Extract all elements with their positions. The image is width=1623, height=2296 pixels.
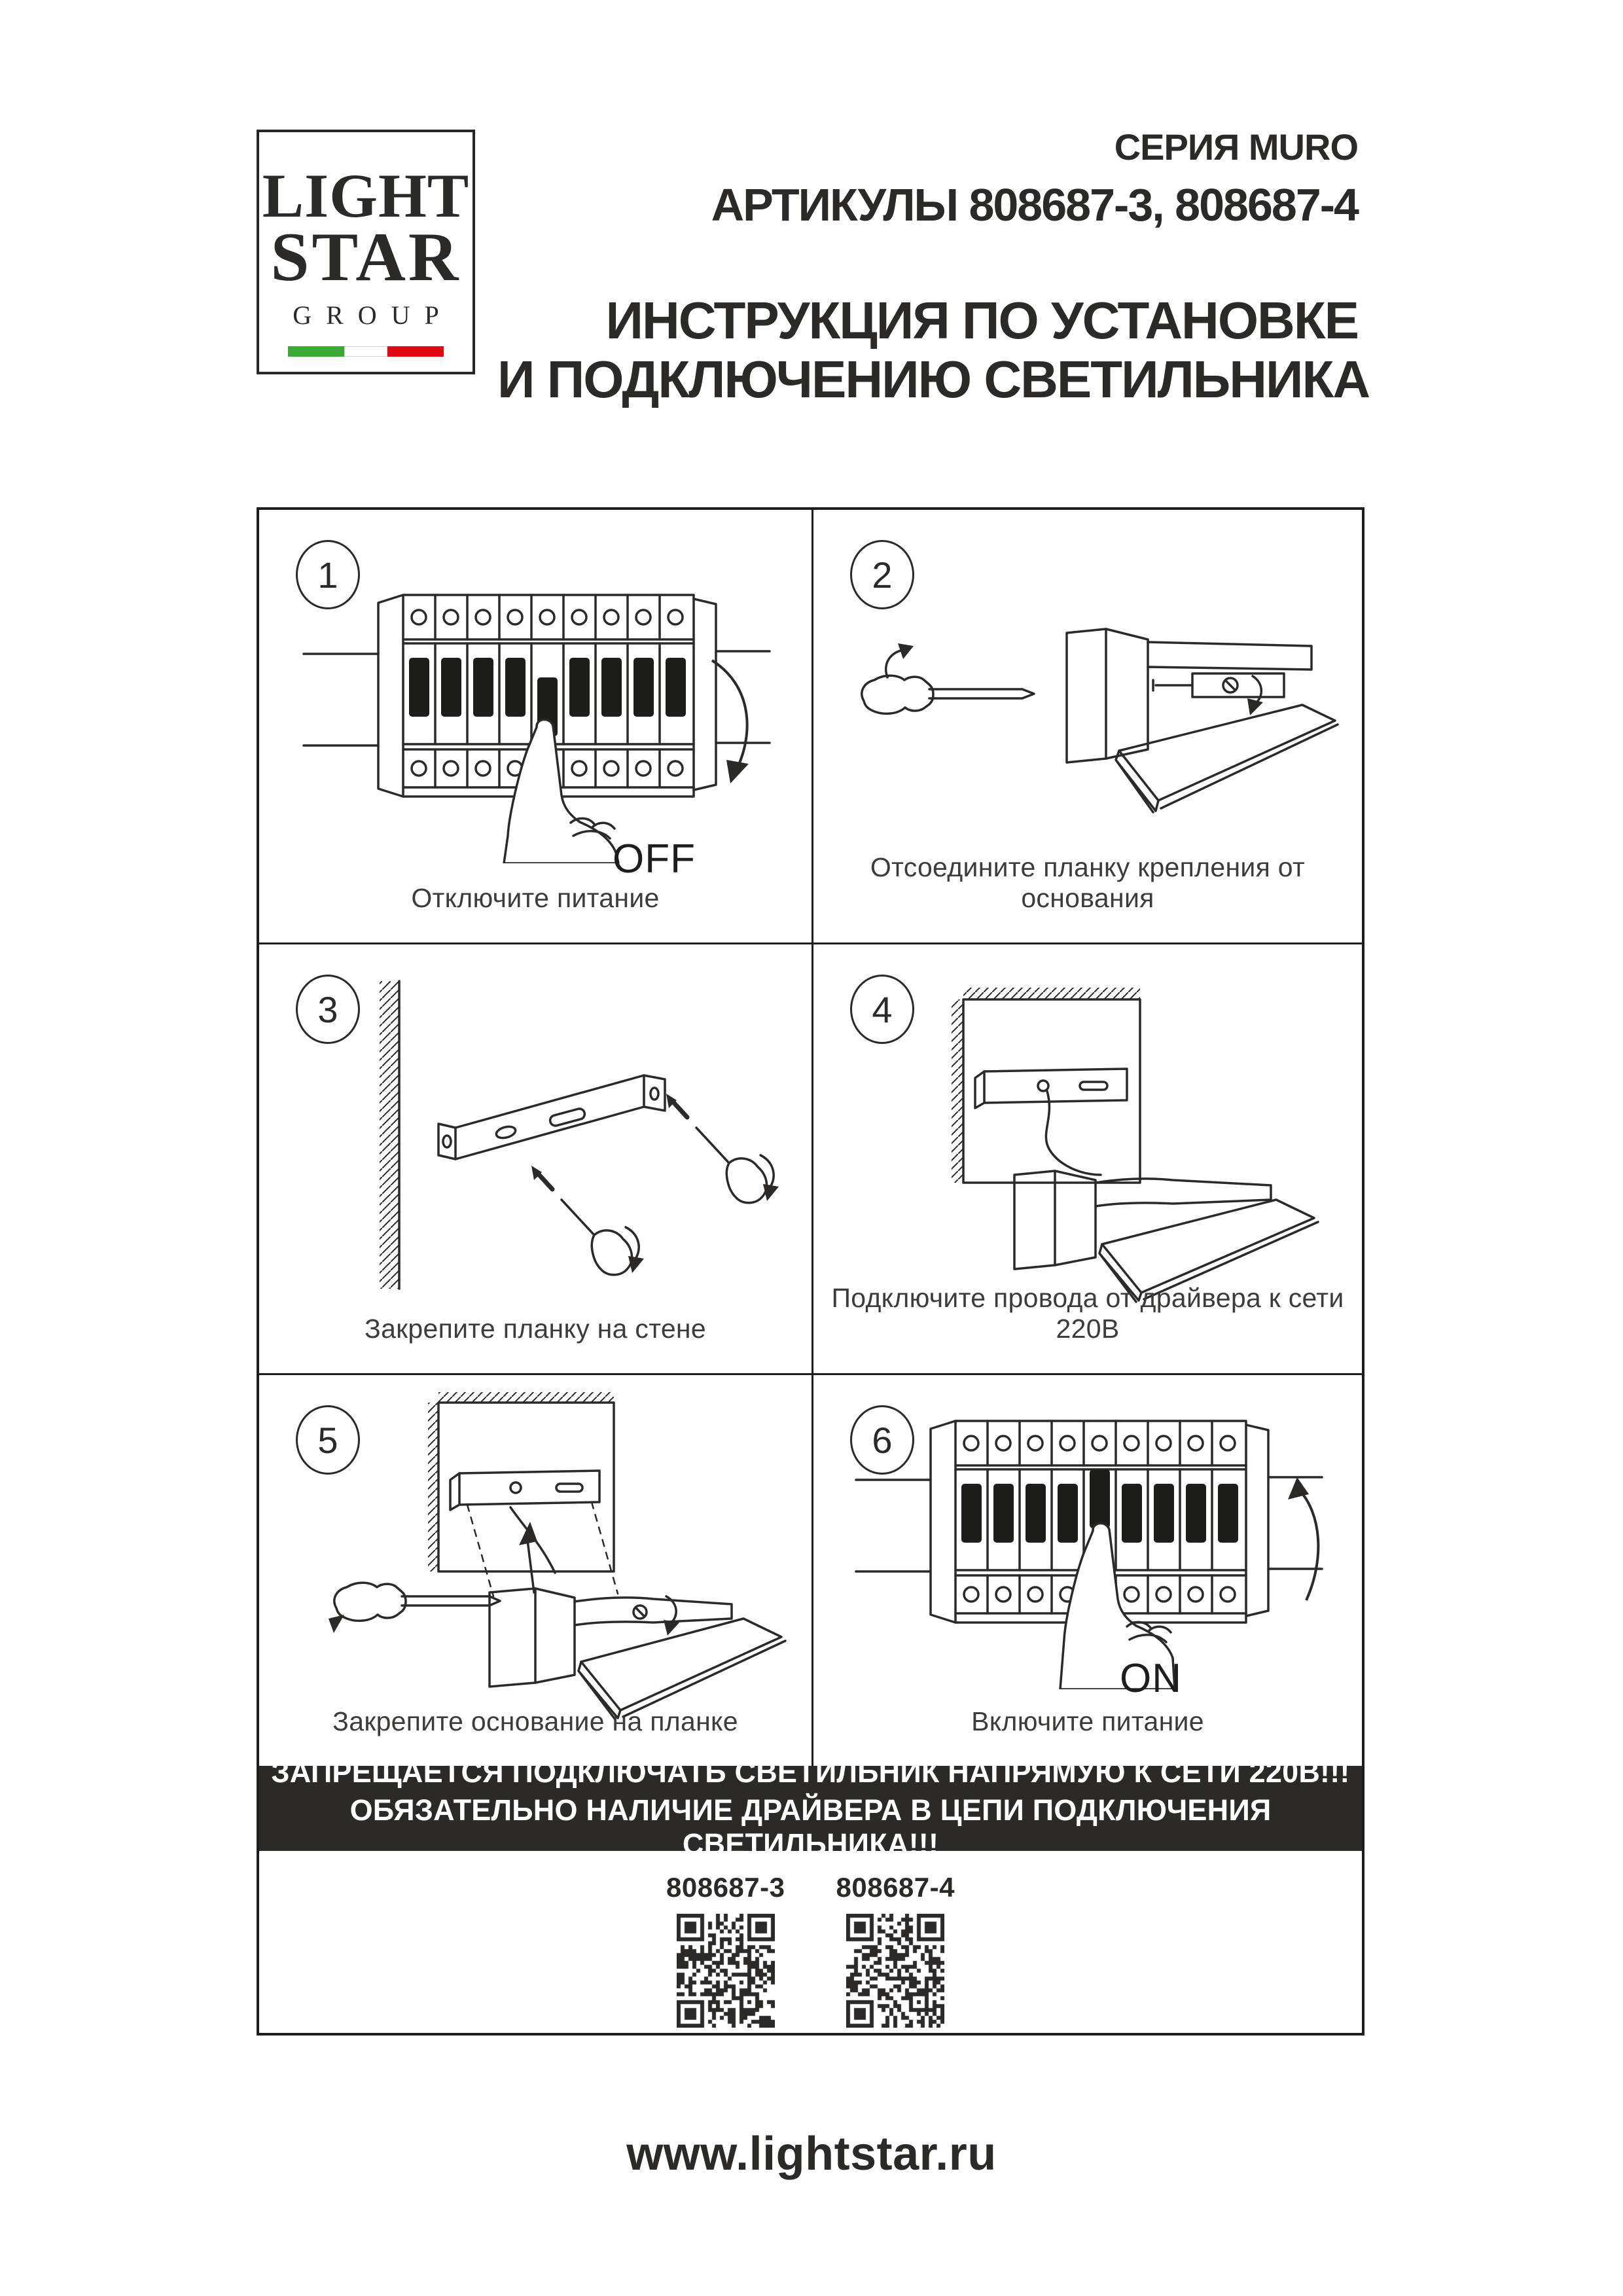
up-arrow-shaft bbox=[527, 1540, 534, 1592]
step-number-badge: 5 bbox=[296, 1405, 360, 1475]
screwdriver-icon bbox=[862, 650, 1034, 713]
article-label: 808687-4 bbox=[836, 1872, 955, 1903]
detach-bracket-illustration bbox=[826, 621, 1349, 844]
step-number-badge: 1 bbox=[296, 540, 360, 609]
step-cell-3 bbox=[259, 944, 813, 1375]
step-number-badge: 4 bbox=[850, 975, 914, 1044]
wall-hatching-left bbox=[428, 1403, 438, 1571]
series-title: СЕРИЯ MURO bbox=[1114, 126, 1358, 168]
steps-table bbox=[257, 507, 1364, 2036]
mounting-bracket bbox=[438, 1075, 665, 1159]
pointing-hand-icon bbox=[504, 719, 618, 863]
step-caption: Включите питание bbox=[971, 1706, 1204, 1736]
document-title bbox=[497, 291, 1370, 410]
screw-and-screwdriver-lower bbox=[538, 1174, 639, 1275]
wall-hatching bbox=[380, 981, 399, 1289]
warning-band bbox=[259, 1755, 1362, 1861]
step-number-badge: 3 bbox=[296, 975, 360, 1044]
qr-item-808687-3 bbox=[666, 1872, 785, 2033]
rotation-arrowhead bbox=[628, 1256, 644, 1273]
circuit-breaker-off-illustration bbox=[293, 556, 777, 863]
screwdriver-arrowhead bbox=[329, 1615, 344, 1633]
qr-item-808687-4 bbox=[836, 1872, 955, 2033]
step-cell-6 bbox=[813, 1375, 1362, 1766]
wall-hatching-top bbox=[438, 1392, 614, 1403]
step-number-badge: 6 bbox=[850, 1405, 914, 1475]
qr-code-image bbox=[846, 1914, 944, 2028]
off-direction-arrow bbox=[712, 660, 749, 783]
step-caption: Закрепите планку на стене bbox=[365, 1314, 706, 1344]
step-cell-5 bbox=[259, 1375, 813, 1766]
qr-section bbox=[259, 1851, 1362, 2033]
off-label: OFF bbox=[613, 836, 696, 882]
lamp-base-and-arm bbox=[490, 1588, 732, 1687]
lamp-base-and-arm bbox=[1067, 629, 1311, 762]
rotation-arrowhead bbox=[664, 1620, 679, 1636]
flag-red-segment bbox=[387, 346, 444, 357]
step-number-badge: 2 bbox=[850, 540, 914, 609]
mount-bracket-on-wall-illustration bbox=[280, 964, 791, 1304]
flag-green-segment bbox=[288, 346, 344, 357]
wall-hatching-top bbox=[963, 988, 1140, 999]
lamp-shade-panel bbox=[1116, 705, 1338, 812]
step-caption: Подключите провода от драйвера к сети 220В bbox=[831, 1283, 1344, 1344]
step-cell-1 bbox=[259, 510, 813, 944]
wall-patch bbox=[438, 1403, 614, 1571]
article-label: 808687-3 bbox=[666, 1872, 785, 1903]
logo-word-star: STAR bbox=[270, 219, 461, 296]
circuit-breaker-on-illustration bbox=[846, 1382, 1330, 1689]
header-block bbox=[497, 126, 1370, 410]
up-arrowhead bbox=[519, 1522, 537, 1545]
driver-wire bbox=[1046, 1091, 1101, 1175]
articles-line: АРТИКУЛЫ 808687-3, 808687-4 bbox=[711, 179, 1358, 230]
logo-word-light: LIGHT bbox=[262, 161, 470, 230]
wall-patch bbox=[963, 999, 1140, 1183]
screwdriver-icon bbox=[334, 1583, 500, 1621]
lightstar-logo bbox=[257, 130, 475, 374]
document-title-line1: ИНСТРУКЦИЯ ПО УСТАНОВКЕ bbox=[605, 291, 1358, 350]
warning-line2: ОБЯЗАТЕЛЬНО НАЛИЧИЕ ДРАЙВЕРА В ЦЕПИ ПОДКЛЮЧЕНИЯ СВЕТИЛЬНИКА!!! bbox=[349, 1793, 1272, 1861]
flag-white-segment bbox=[344, 346, 387, 357]
step-caption: Отключите питание bbox=[411, 883, 660, 913]
wall-hatching-left bbox=[952, 999, 963, 1183]
italian-flag-bar bbox=[288, 346, 444, 357]
mounted-bracket bbox=[975, 1069, 1127, 1108]
on-label: ON bbox=[1120, 1656, 1182, 1701]
warning-line1: ЗАПРЕЩАЕТСЯ ПОДКЛЮЧАТЬ СВЕТИЛЬНИК НАПРЯМУЮ К СЕТИ 220В!!! bbox=[271, 1755, 1350, 1789]
screw-arrowhead bbox=[1247, 698, 1263, 715]
mounted-bracket bbox=[450, 1471, 599, 1510]
step-cell-4 bbox=[813, 944, 1362, 1375]
screw-and-screwdriver-upper bbox=[673, 1102, 774, 1203]
logo-word-group: GROUP bbox=[293, 300, 454, 330]
document-title-line2: И ПОДКЛЮЧЕНИЮ СВЕТИЛЬНИКА bbox=[497, 350, 1370, 409]
on-direction-arrow bbox=[1288, 1477, 1318, 1600]
step-caption: Закрепите основание на планке bbox=[332, 1706, 738, 1736]
fix-base-on-bracket-illustration bbox=[274, 1388, 797, 1729]
step-caption: Отсоедините планку крепления от основания bbox=[870, 852, 1306, 913]
step-cell-2 bbox=[813, 510, 1362, 944]
lamp-shade-panel bbox=[579, 1619, 785, 1719]
website-url: www.lightstar.ru bbox=[626, 2128, 997, 2180]
qr-code-image bbox=[677, 1914, 775, 2028]
connect-wires-illustration bbox=[839, 967, 1336, 1307]
rotation-arrowhead bbox=[763, 1184, 779, 1201]
